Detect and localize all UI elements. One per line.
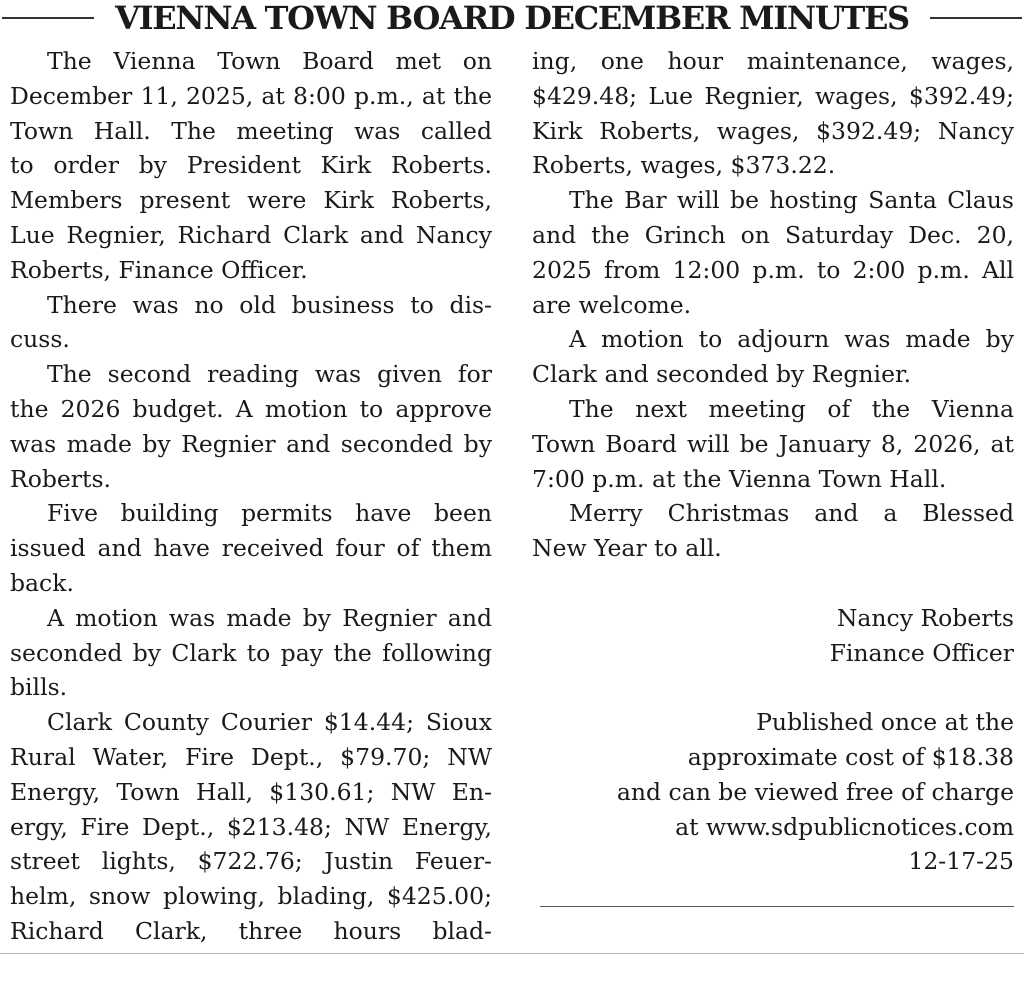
right-column bbox=[532, 44, 1014, 879]
text-line: back. bbox=[10, 568, 74, 597]
text-line: Clark County Courier $14.44; Sioux bbox=[47, 708, 492, 737]
headline-rule-left bbox=[2, 17, 94, 19]
text-line: are welcome. bbox=[532, 290, 692, 319]
headline-rule-right bbox=[930, 17, 1022, 19]
publication-line-3: and can be viewed free of charge bbox=[616, 777, 1014, 806]
text-line: was made by Regnier and seconded by bbox=[10, 429, 492, 458]
publication-line-2: approximate cost of $18.38 bbox=[687, 742, 1014, 771]
text-line: The second reading was given for bbox=[47, 360, 492, 389]
headline-bar bbox=[0, 0, 1024, 40]
text-line: Roberts, wages, $373.22. bbox=[532, 151, 836, 180]
text-line: helm, snow plowing, blading, $425.00; bbox=[10, 882, 492, 911]
text-line: ing, one hour maintenance, wages, bbox=[532, 47, 1014, 75]
left-column bbox=[10, 44, 492, 949]
text-line: the 2026 budget. A motion to approve bbox=[10, 394, 492, 423]
signature-rule bbox=[540, 906, 1014, 907]
text-line: Roberts, Finance Officer. bbox=[10, 255, 308, 284]
text-line: $429.48; Lue Regnier, wages, $392.49; bbox=[532, 81, 1014, 110]
text-line: street lights, $722.76; Justin Feuer- bbox=[10, 847, 492, 876]
text-line: Rural Water, Fire Dept., $79.70; NW bbox=[10, 742, 492, 771]
text-line: Richard Clark, three hours blad- bbox=[10, 916, 492, 945]
text-line: cuss. bbox=[10, 325, 70, 354]
text-line: Roberts. bbox=[10, 464, 111, 493]
spacer bbox=[532, 566, 1014, 601]
text-line: issued and have received four of them bbox=[10, 534, 492, 563]
publication-line-1: Published once at the bbox=[756, 708, 1014, 737]
text-line: There was no old business to dis- bbox=[47, 290, 492, 319]
text-line: Kirk Roberts, wages, $392.49; Nancy bbox=[532, 116, 1014, 145]
publication-website: at www.sdpublicnotices.com bbox=[675, 812, 1014, 841]
text-line: Members present were Kirk Roberts, bbox=[10, 186, 492, 215]
headline: VIENNA TOWN BOARD DECEMBER MINUTES bbox=[115, 0, 909, 37]
text-line: A motion was made by Regnier and bbox=[47, 603, 492, 632]
publication-date: 12-17-25 bbox=[908, 847, 1014, 876]
text-line: Energy, Town Hall, $130.61; NW En- bbox=[10, 777, 492, 806]
text-line: Merry Christmas and a Blessed bbox=[569, 499, 1014, 528]
text-line: to order by President Kirk Roberts. bbox=[10, 151, 492, 180]
spacer bbox=[532, 670, 1014, 705]
text-line: Town Hall. The meeting was called bbox=[10, 116, 492, 145]
text-line: 2025 from 12:00 p.m. to 2:00 p.m. All bbox=[532, 255, 1014, 284]
text-line: Town Board will be January 8, 2026, at bbox=[532, 429, 1014, 458]
signature-title: Finance Officer bbox=[829, 638, 1014, 667]
text-line: ergy, Fire Dept., $213.48; NW Energy, bbox=[10, 812, 492, 841]
text-line: New Year to all. bbox=[532, 534, 722, 563]
text-line: seconded by Clark to pay the following bbox=[10, 638, 492, 667]
text-line: 7:00 p.m. at the Vienna Town Hall. bbox=[532, 464, 947, 493]
right-column-body bbox=[532, 44, 1014, 566]
text-line: The Vienna Town Board met on bbox=[47, 47, 492, 75]
text-line: Clark and seconded by Regnier. bbox=[532, 360, 912, 389]
text-line: Five building permits have been bbox=[47, 499, 492, 528]
text-line: bills. bbox=[10, 673, 68, 702]
text-line: and the Grinch on Saturday Dec. 20, bbox=[532, 220, 1014, 249]
text-line: The next meeting of the Vienna bbox=[569, 394, 1014, 423]
text-line: The Bar will be hosting Santa Claus bbox=[569, 186, 1014, 215]
text-line: A motion to adjourn was made by bbox=[569, 325, 1014, 354]
bottom-border bbox=[0, 953, 1024, 954]
text-line: Lue Regnier, Richard Clark and Nancy bbox=[10, 220, 492, 249]
text-line: December 11, 2025, at 8:00 p.m., at the bbox=[10, 81, 492, 110]
signature-name: Nancy Roberts bbox=[836, 603, 1014, 632]
